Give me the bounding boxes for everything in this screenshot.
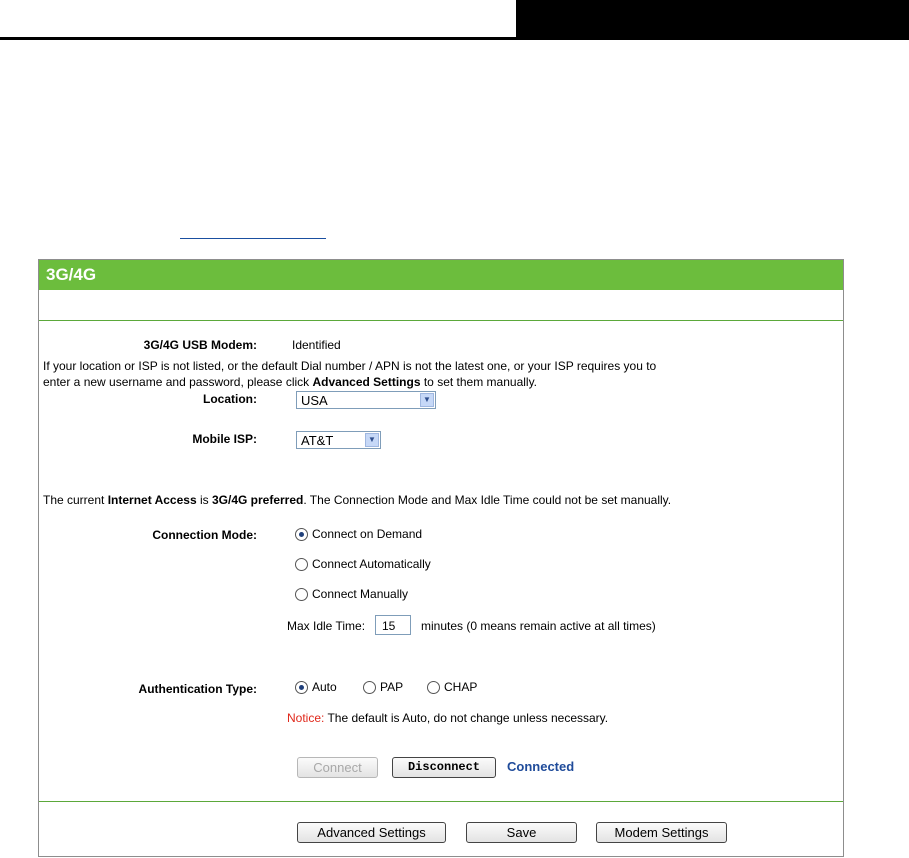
max-idle-label: Max Idle Time: bbox=[287, 619, 366, 633]
radio-selected-icon bbox=[295, 528, 308, 541]
mobile-isp-label: Mobile ISP: bbox=[192, 432, 257, 446]
mobile-isp-value: AT&T bbox=[301, 433, 334, 448]
modem-status: Identified bbox=[292, 338, 341, 352]
radio-icon bbox=[363, 681, 376, 694]
advanced-settings-reference: Advanced Settings bbox=[312, 375, 421, 389]
auth-type-label: Authentication Type: bbox=[138, 682, 257, 696]
radio-connect-automatically[interactable]: Connect Automatically bbox=[295, 557, 431, 571]
header-block bbox=[516, 0, 909, 40]
top-divider bbox=[39, 320, 843, 321]
radio-auth-chap[interactable]: CHAP bbox=[427, 680, 477, 694]
settings-panel bbox=[38, 259, 844, 857]
access-info: The current Internet Access is 3G/4G preferred. The Connection Mode and Max Idle Time could not be set manually. bbox=[43, 493, 672, 507]
max-idle-suffix: minutes (0 means remain active at all times) bbox=[421, 619, 656, 633]
connect-button[interactable]: Connect bbox=[297, 757, 378, 778]
modem-label: 3G/4G USB Modem: bbox=[143, 338, 257, 352]
chevron-down-icon: ▼ bbox=[365, 433, 379, 447]
disconnect-button[interactable]: Disconnect bbox=[392, 757, 496, 778]
radio-auth-pap[interactable]: PAP bbox=[363, 680, 403, 694]
radio-connect-manually[interactable]: Connect Manually bbox=[295, 587, 408, 601]
modem-settings-button[interactable]: Modem Settings bbox=[596, 822, 727, 843]
max-idle-input[interactable]: 15 bbox=[375, 615, 411, 635]
radio-selected-icon bbox=[295, 681, 308, 694]
radio-icon bbox=[295, 588, 308, 601]
radio-connect-on-demand[interactable]: Connect on Demand bbox=[295, 527, 422, 541]
info-line-1: If your location or ISP is not listed, or the default Dial number / APN is not the latest one, or your ISP requires you to bbox=[43, 359, 657, 373]
radio-auth-auto[interactable]: Auto bbox=[295, 680, 337, 694]
chevron-down-icon: ▼ bbox=[420, 393, 434, 407]
link-underline bbox=[180, 238, 326, 239]
location-select[interactable] bbox=[296, 391, 436, 409]
panel-title: 3G/4G bbox=[39, 260, 843, 290]
notice-label: Notice: bbox=[287, 711, 325, 725]
notice-text: Notice: The default is Auto, do not change unless necessary. bbox=[287, 711, 609, 725]
location-label: Location: bbox=[203, 392, 257, 406]
save-button[interactable]: Save bbox=[466, 822, 577, 843]
connection-status: Connected bbox=[507, 759, 575, 774]
location-value: USA bbox=[301, 393, 328, 408]
bottom-divider bbox=[39, 801, 843, 802]
radio-icon bbox=[295, 558, 308, 571]
radio-icon bbox=[427, 681, 440, 694]
connection-mode-label: Connection Mode: bbox=[152, 528, 257, 542]
advanced-settings-button[interactable]: Advanced Settings bbox=[297, 822, 446, 843]
info-line-2: enter a new username and password, please click Advanced Settings to set them manually. bbox=[43, 375, 538, 389]
mobile-isp-select[interactable] bbox=[296, 431, 381, 449]
header-rule bbox=[0, 37, 516, 40]
